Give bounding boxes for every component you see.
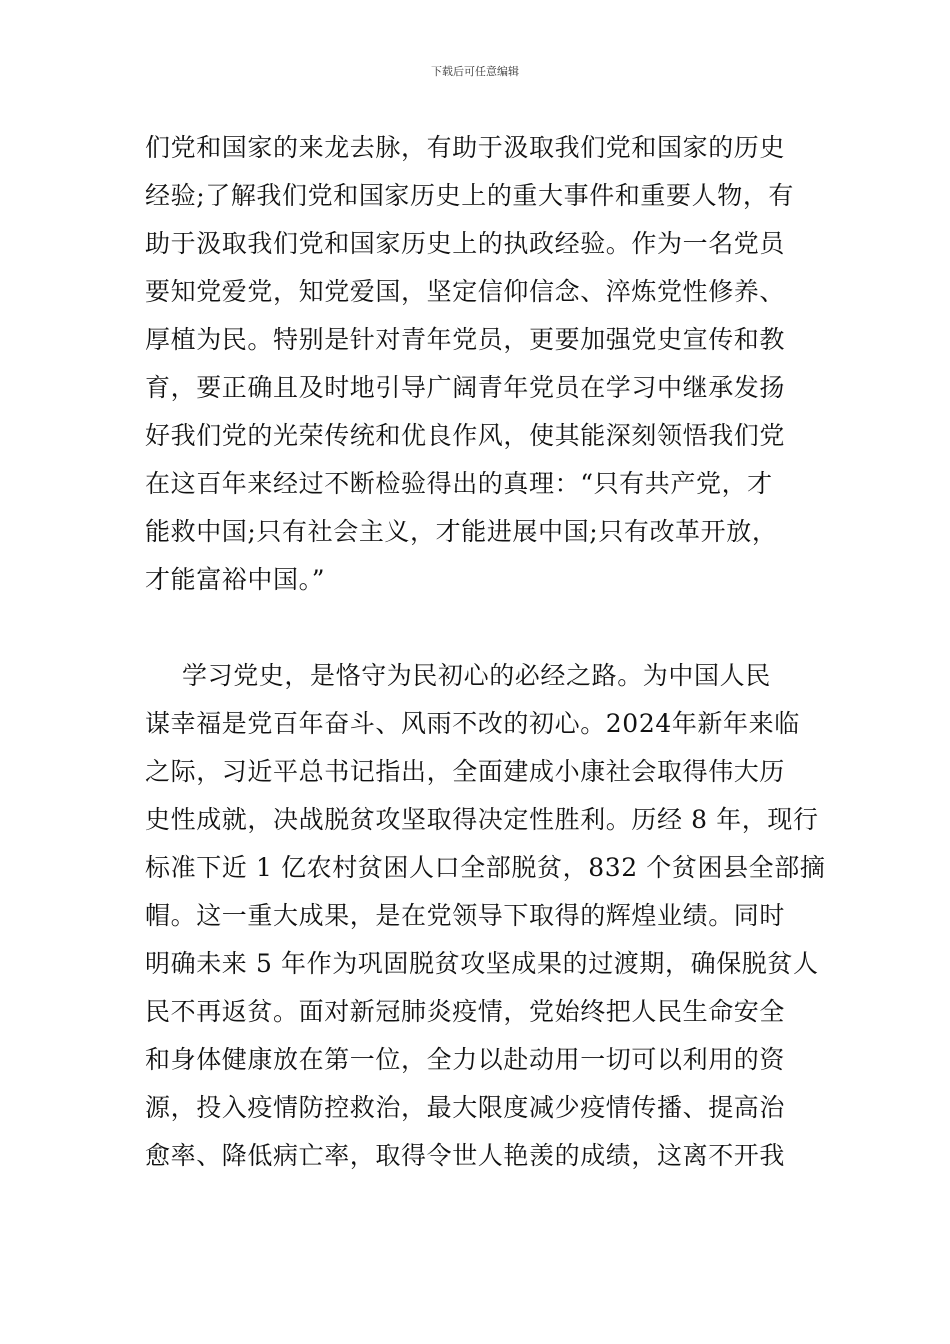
text-line: 要知党爱党，知党爱国，坚定信仰信念、淬炼党性修养、 [145,277,786,306]
text-line: 才能富裕中国。” [145,565,326,594]
text-line: 民不再返贫。面对新冠肺炎疫情，党始终把人民生命安全 [145,997,786,1026]
text-line: 愈率、降低病亡率，取得令世人艳羡的成绩，这离不开我 [145,1141,786,1170]
text-line: 源，投入疫情防控救治，最大限度减少疫情传播、提高治 [145,1093,786,1122]
text-line: 学习党史，是恪守为民初心的必经之路。为中国人民 [182,661,771,690]
paragraph-1 [145,124,815,604]
text-line: 助于汲取我们党和国家历史上的执政经验。作为一名党员 [145,229,786,258]
paragraph-gap [145,604,815,652]
text-line: 经验;了解我们党和国家历史上的重大事件和重要人物，有 [145,181,795,210]
text-line: 谋幸福是党百年奋斗、风雨不改的初心。2024年新年来临 [145,709,800,738]
text-line: 们党和国家的来龙去脉，有助于汲取我们党和国家的历史 [145,133,786,162]
page-header: 下载后可任意编辑 [431,65,519,78]
document-body [145,124,826,1180]
text-line: 标准下近 1 亿农村贫困人口全部脱贫，832 个贫困县全部摘 [145,853,826,882]
text-line: 史性成就，决战脱贫攻坚取得决定性胜利。历经 8 年，现行 [145,805,819,834]
text-line: 帽。这一重大成果，是在党领导下取得的辉煌业绩。同时 [145,901,786,930]
text-line: 厚植为民。特别是针对青年党员，更要加强党史宣传和教 [145,325,786,354]
text-line: 明确未来 5 年作为巩固脱贫攻坚成果的过渡期，确保脱贫人 [145,949,819,978]
text-line: 之际，习近平总书记指出，全面建成小康社会取得伟大历 [145,757,786,786]
text-line: 好我们党的光荣传统和优良作风，使其能深刻领悟我们党 [145,421,786,450]
text-line: 育，要正确且及时地引导广阔青年党员在学习中继承发扬 [145,373,786,402]
text-line: 和身体健康放在第一位，全力以赴动用一切可以利用的资 [145,1045,786,1074]
text-line: 能救中国;只有社会主义，才能进展中国;只有改革开放， [145,517,778,546]
text-line: 在这百年来经过不断检验得出的真理：“只有共产党，才 [145,469,773,498]
paragraph-2 [145,652,826,1180]
